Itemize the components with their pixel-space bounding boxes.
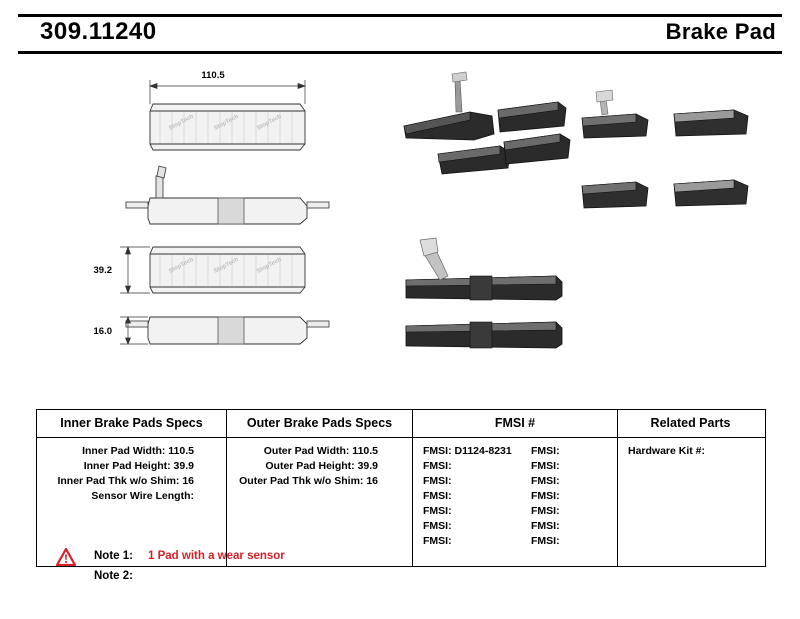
dim-width-label: 110.5 (201, 70, 225, 81)
column-body-fmsi (413, 438, 618, 566)
related-line: Hardware Kit #: (628, 445, 706, 457)
fmsi-left: FMSI: (423, 490, 452, 502)
fmsi-left: FMSI: (423, 535, 452, 547)
header-rule-top (18, 14, 782, 17)
specs-table (36, 409, 766, 567)
product-photo-group-a (404, 72, 570, 174)
fmsi-left: FMSI: D1124-8231 (423, 445, 512, 457)
spec-line: Inner Pad Width: 110.5 (82, 445, 194, 457)
pad-backing-detail-1 (218, 198, 244, 224)
spec-line: Sensor Wire Length: (91, 490, 194, 502)
svg-text:StopTech: StopTech (256, 113, 283, 132)
fmsi-right: FMSI: (531, 535, 560, 547)
note-label: Note 2: (94, 570, 133, 582)
svg-text:StopTech: StopTech (256, 256, 283, 275)
product-type: Brake Pad (665, 19, 776, 44)
svg-text:StopTech: StopTech (168, 256, 195, 275)
fmsi-row (417, 534, 613, 549)
fmsi-row (417, 489, 613, 504)
fmsi-left: FMSI: (423, 505, 452, 517)
fmsi-right: FMSI: (531, 475, 560, 487)
page-header (18, 14, 782, 54)
column-header-related (618, 410, 763, 437)
column-title-inner: Inner Brake Pads Specs (60, 416, 203, 430)
pad-backing-detail-2 (218, 317, 244, 344)
fmsi-left: FMSI: (423, 460, 452, 472)
header-rule-bottom (18, 51, 782, 54)
column-body-related (618, 438, 763, 566)
technical-drawing-svg (0, 58, 800, 388)
fmsi-row (417, 504, 613, 519)
part-number: 309.11240 (40, 18, 157, 45)
dimension-height (120, 247, 150, 293)
note-row-2 (36, 568, 536, 588)
fmsi-row (417, 459, 613, 474)
fmsi-row (417, 519, 613, 534)
wear-sensor-clip (156, 166, 166, 198)
spec-line: Inner Pad Thk w/o Shim: 16 (57, 475, 194, 487)
dim-thickness-label: 16.0 (93, 326, 112, 337)
spec-line: Inner Pad Height: 39.9 (83, 460, 194, 472)
drawing-area (0, 58, 800, 388)
spec-line: Outer Pad Width: 110.5 (263, 445, 378, 457)
dim-height-label: 39.2 (93, 265, 112, 276)
dimension-width (150, 80, 305, 104)
product-photo-group-b (582, 90, 748, 208)
column-title-related: Related Parts (650, 416, 731, 430)
note-label: Note 1: (94, 550, 133, 562)
notes-section (36, 548, 536, 588)
warning-icon (56, 548, 76, 569)
fmsi-right: FMSI: (531, 490, 560, 502)
fmsi-left: FMSI: (423, 475, 452, 487)
fmsi-right: FMSI: (531, 520, 560, 532)
column-body-inner (37, 438, 227, 566)
column-title-fmsi: FMSI # (494, 416, 536, 430)
spec-line: Outer Pad Height: 39.9 (265, 460, 378, 472)
column-body-outer (227, 438, 413, 566)
fmsi-right: FMSI: (531, 445, 560, 457)
fmsi-left: FMSI: (423, 520, 452, 532)
specs-table-body (37, 438, 765, 566)
column-title-outer: Outer Brake Pads Specs (246, 416, 393, 430)
fmsi-right: FMSI: (531, 460, 560, 472)
svg-text:StopTech: StopTech (213, 113, 240, 132)
fmsi-row (417, 474, 613, 489)
column-header-outer (227, 410, 413, 437)
note-value: 1 Pad with a wear sensor (148, 550, 285, 562)
spec-line: Outer Pad Thk w/o Shim: 16 (239, 475, 378, 487)
svg-text:StopTech: StopTech (168, 113, 195, 132)
product-photo-group-c (406, 238, 562, 348)
specs-table-header (37, 410, 765, 438)
column-header-inner (37, 410, 227, 437)
column-header-fmsi (413, 410, 618, 437)
svg-text:StopTech: StopTech (213, 256, 240, 275)
note-row-1 (36, 548, 536, 568)
fmsi-right: FMSI: (531, 505, 560, 517)
fmsi-row (417, 444, 613, 459)
